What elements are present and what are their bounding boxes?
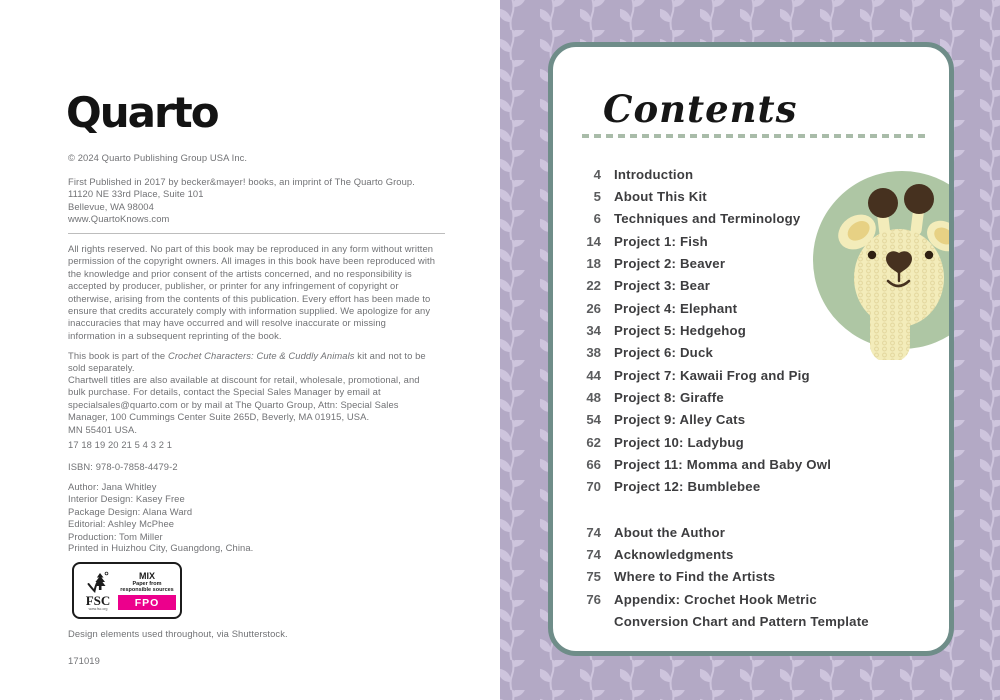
toc-page-number: 34 bbox=[586, 323, 601, 339]
toc-entry-label: Project 11: Momma and Baby Owl bbox=[614, 457, 832, 473]
toc-back-section bbox=[575, 521, 915, 633]
toc-row bbox=[575, 185, 905, 207]
toc-row bbox=[575, 319, 905, 341]
giraffe-ossicone-right bbox=[904, 184, 934, 214]
toc-page-number: 14 bbox=[586, 233, 601, 249]
toc-entry-label: Project 7: Kawaii Frog and Pig bbox=[614, 367, 810, 383]
toc-entry-label: Project 5: Hedgehog bbox=[614, 323, 747, 339]
toc-entry-label: Project 3: Bear bbox=[614, 278, 711, 294]
fsc-site: www.fsc.org bbox=[88, 606, 108, 611]
toc-row bbox=[575, 566, 915, 588]
toc-entry-label: About This Kit bbox=[614, 189, 707, 205]
job-code: 171019 bbox=[68, 655, 100, 666]
toc-page-number: 54 bbox=[586, 412, 601, 428]
toc-row bbox=[575, 275, 905, 297]
printed-in-line: Printed in Huizhou City, Guangdong, China. bbox=[68, 542, 254, 553]
quarto-logo: Quarto bbox=[66, 88, 218, 137]
toc-entry-label: Appendix: Crochet Hook Metric bbox=[614, 591, 817, 607]
toc-entry-label: Project 12: Bumblebee bbox=[614, 479, 761, 495]
chartwell-paragraph bbox=[68, 374, 436, 436]
toc-page-number: 76 bbox=[586, 591, 601, 607]
toc-entry-label: Project 8: Giraffe bbox=[614, 390, 724, 406]
toc-page-number: 70 bbox=[586, 479, 601, 495]
toc-entry-label: Acknowledgments bbox=[614, 547, 734, 563]
toc-entry-label: Project 1: Fish bbox=[614, 233, 708, 249]
divider-rule bbox=[68, 233, 445, 234]
toc-page-number: 4 bbox=[593, 166, 601, 182]
toc-row bbox=[575, 386, 905, 408]
toc-row bbox=[575, 543, 915, 565]
toc-row bbox=[575, 431, 905, 453]
toc-entry-label: Project 4: Elephant bbox=[614, 300, 738, 316]
toc-entry-label: Techniques and Terminology bbox=[614, 211, 801, 227]
giraffe-ear-right bbox=[921, 215, 954, 258]
printers-key: 17 18 19 20 21 5 4 3 2 1 bbox=[68, 439, 173, 450]
fsc-description: Paper from responsible sources bbox=[120, 581, 174, 593]
kit-note-suffix: kit and not to be sold separately. bbox=[68, 350, 426, 374]
mn-line: MN 55401 USA. bbox=[68, 423, 138, 435]
toc-appendix-continuation: Conversion Chart and Pattern Template bbox=[614, 614, 869, 630]
toc-row bbox=[575, 521, 915, 543]
toc-row bbox=[575, 208, 905, 230]
fsc-acronym: FSC bbox=[85, 592, 111, 608]
toc-entry-label: Project 10: Ladybug bbox=[614, 434, 744, 450]
toc-row bbox=[575, 342, 905, 364]
toc-row bbox=[575, 453, 905, 475]
toc-page-number: 75 bbox=[586, 569, 601, 585]
toc-page-number: 26 bbox=[586, 300, 601, 316]
toc-entry-label: Where to Find the Artists bbox=[614, 569, 776, 585]
copyright-line: © 2024 Quarto Publishing Group USA Inc. bbox=[68, 152, 248, 163]
toc-row bbox=[575, 588, 915, 610]
toc-entry-label: Project 9: Alley Cats bbox=[614, 412, 746, 428]
isbn-line: ISBN: 978-0-7858-4479-2 bbox=[68, 461, 178, 472]
toc-page-number: 38 bbox=[586, 345, 601, 361]
toc-page-number: 22 bbox=[586, 278, 601, 294]
design-elements-note: Design elements used throughout, via Shutterstock. bbox=[68, 628, 288, 639]
contents-card bbox=[548, 42, 954, 656]
dashed-divider bbox=[582, 134, 925, 138]
toc-row bbox=[575, 409, 905, 431]
toc-row bbox=[575, 252, 905, 274]
publisher-address: First Published in 2017 by becker&mayer! books, an imprint of The Quarto Group. 11120 NE 33rd Place, Suite 101 Bellevue, WA 98004 www.QuartoKnows.com bbox=[68, 176, 415, 225]
toc-row bbox=[575, 297, 905, 319]
fpo-badge: FPO bbox=[118, 595, 176, 610]
credits-list: Author: Jana Whitley Interior Design: Kasey Free Package Design: Alana Ward Editorial: Ashley McPhee Production: Tom Miller bbox=[68, 481, 193, 542]
toc-list bbox=[575, 163, 905, 498]
giraffe-eye-right bbox=[925, 251, 933, 259]
toc-row bbox=[575, 230, 905, 252]
toc-page-number: 5 bbox=[593, 189, 601, 205]
toc-entry-label: Project 6: Duck bbox=[614, 345, 714, 361]
toc-page-number: 48 bbox=[586, 390, 601, 406]
fsc-mix-label: MIX bbox=[138, 571, 155, 581]
toc-row bbox=[575, 476, 905, 498]
toc-page-number: 44 bbox=[586, 367, 601, 383]
toc-page-number: 66 bbox=[586, 457, 601, 473]
toc-entry-label: About the Author bbox=[614, 524, 726, 540]
toc-page-number: 74 bbox=[586, 547, 601, 563]
kit-title: Crochet Characters: Cute & Cuddly Animals bbox=[167, 350, 355, 361]
toc-page-number: 62 bbox=[586, 434, 601, 450]
kit-note-prefix: This book is part of the bbox=[68, 350, 168, 361]
contents-page bbox=[500, 0, 1000, 700]
toc-back-list bbox=[575, 521, 915, 610]
contents-title: Contents bbox=[603, 87, 798, 131]
fsc-left-column bbox=[78, 571, 118, 611]
fsc-right-column bbox=[118, 571, 176, 610]
toc-page-number: 6 bbox=[593, 211, 601, 227]
toc-row bbox=[575, 364, 905, 386]
toc-page-number: 18 bbox=[586, 256, 601, 272]
chartwell-text: Chartwell titles are also available at discount for retail, wholesale, promotional, and bulk purchase. For details, contact the Special Sales Manager by email at specialsales@quarto.com or by mail at The Quarto Group, Attn: Special Sales Manager, 100 Cummings Center Suite 265D, Beverly, MA 01915, USA. bbox=[68, 374, 420, 423]
rights-paragraph: All rights reserved. No part of this book may be reproduced in any form without written permission of the copyright owners. All images in this book have been reproduced with the knowledge and prior consent of the artists concerned, and no responsibility is accepted by producer, publisher, or printer for any infringement of copyright or otherwise, arising from the contents of this publication. Every effort has been made to ensure that credits accurately comply with information supplied. We apologize for any inaccuracies that may have occurred and will resolve inaccurate or missing information in a subsequent reprinting of the book. bbox=[68, 243, 436, 341]
toc-row bbox=[575, 163, 905, 185]
toc-entry-label: Introduction bbox=[614, 166, 694, 182]
toc-entry-label: Project 2: Beaver bbox=[614, 256, 726, 272]
kit-note bbox=[68, 350, 436, 375]
fsc-certification-label bbox=[72, 562, 182, 619]
toc-page-number: 74 bbox=[586, 524, 601, 540]
fsc-tree-icon bbox=[87, 571, 109, 595]
